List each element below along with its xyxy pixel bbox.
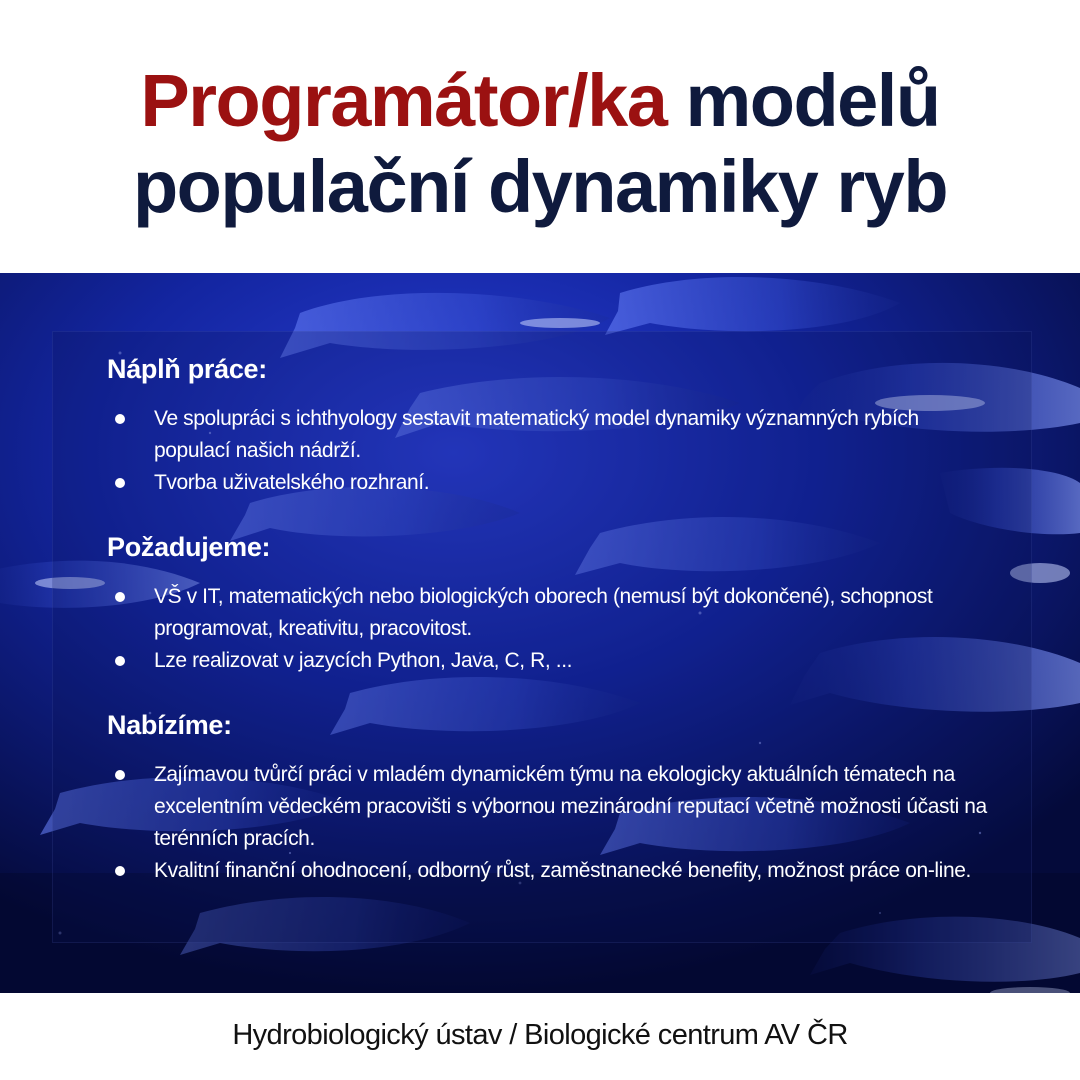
section-title-napln: Náplň práce: — [107, 354, 267, 384]
header — [0, 0, 1080, 273]
bullet-icon — [115, 770, 125, 780]
footer — [0, 993, 1080, 1080]
list-item: VŠ v IT, matematických nebo biologických oborech (nemusí být dokončené), schopnost programovat, kreativitu, pracovitost. — [107, 581, 987, 645]
section-title-pozadujeme: Požadujeme: — [107, 532, 271, 562]
list-pozadujeme — [107, 581, 987, 677]
title-rest-line1: modelů — [666, 59, 940, 142]
title-accent: Programátor/ka — [140, 59, 667, 142]
list-napln — [107, 403, 987, 499]
list-nabizime — [107, 759, 987, 887]
title-line2: populační dynamiky ryb — [132, 145, 948, 228]
bullet-icon — [115, 866, 125, 876]
list-item: Kvalitní finanční ohodnocení, odborný růst, zaměstnanecké benefity, možnost práce on-line. — [107, 855, 987, 887]
institution-name: Hydrobiologický ústav / Biologické centrum AV ČR — [232, 1019, 848, 1051]
list-item: Lze realizovat v jazycích Python, Java, C, R, ... — [107, 645, 987, 677]
bullet-icon — [115, 656, 125, 666]
bullet-icon — [115, 478, 125, 488]
page-title — [0, 58, 1080, 230]
job-description — [107, 351, 987, 917]
list-item: Zajímavou tvůrčí práci v mladém dynamickém týmu na ekologicky aktuálních tématech na excelentním vědeckém pracovišti s výbornou mezinárodní reputací včetně možnosti účasti na terénních pracích. — [107, 759, 987, 855]
list-item: Tvorba uživatelského rozhraní. — [107, 467, 987, 499]
bullet-icon — [115, 414, 125, 424]
list-item: Ve spolupráci s ichthyology sestavit matematický model dynamiky významných rybích populací našich nádrží. — [107, 403, 987, 467]
bullet-icon — [115, 592, 125, 602]
section-title-nabizime: Nabízíme: — [107, 710, 232, 740]
